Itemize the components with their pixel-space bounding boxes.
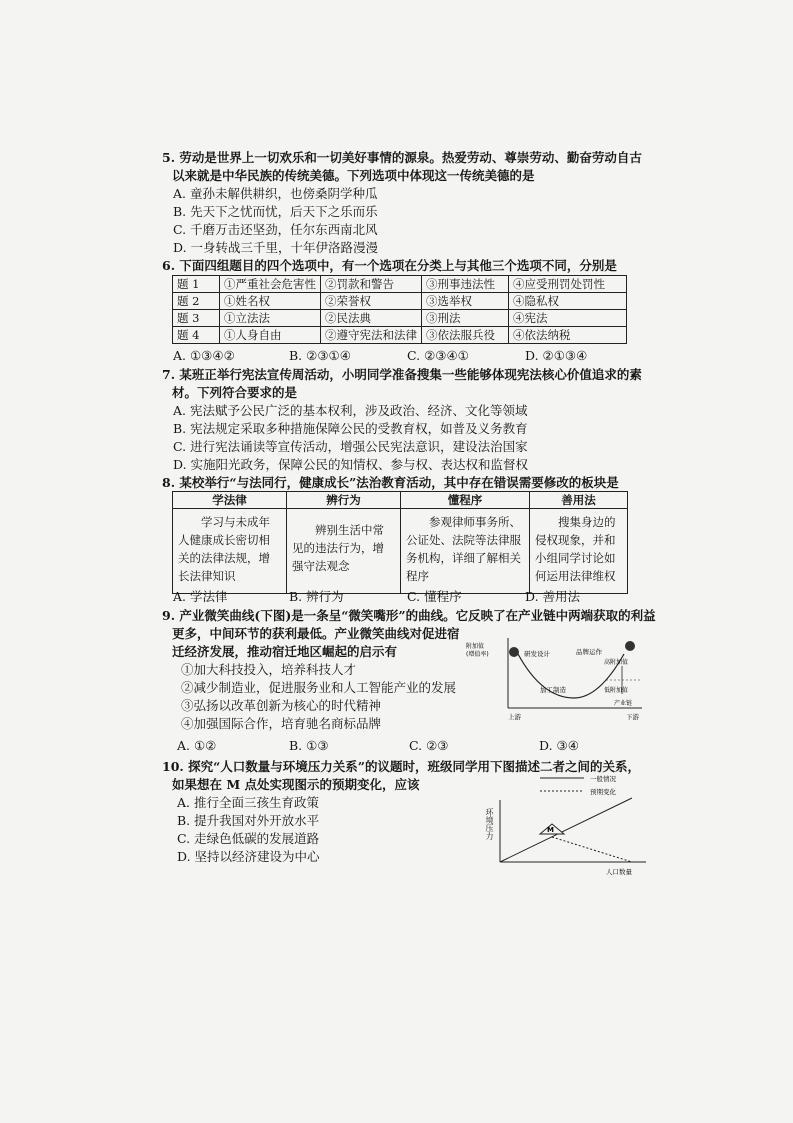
q7-option-b[interactable]: B. 宪法规定采取多种措施保障公民的受教育权，如普及义务教育	[173, 421, 528, 436]
q5-option-a[interactable]: A. 童孙未解供耕织，也傍桑阴学种瓜	[173, 186, 378, 201]
q9-stem-line1: 9. 产业微笑曲线(下图)是一条呈“微笑嘴形”的曲线。它反映了在产业链中两端获取的利益	[162, 608, 656, 623]
m-point-label: M	[547, 826, 554, 834]
table-row	[173, 492, 628, 509]
q10-option-b[interactable]: B. 提升我国对外开放水平	[177, 813, 320, 828]
table-header: 学法律	[173, 492, 287, 509]
q9-stem-line3: 迁经济发展，推动宿迁地区崛起的启示有	[172, 644, 398, 659]
q8-option-c[interactable]: C. 懂程序	[407, 589, 462, 604]
q5-option-b[interactable]: B. 先天下之忧而忧，后天下之乐而乐	[173, 204, 378, 219]
q8-stem: 8. 某校举行“与法同行，健康成长”法治教育活动，其中存在错误需要修改的板块是	[162, 475, 619, 490]
label-manufacturing: 加工制造	[540, 686, 566, 694]
expected-line	[552, 837, 632, 862]
table-row	[173, 509, 628, 594]
table-cell: ④宪法	[509, 310, 627, 327]
smile-curve-diagram	[466, 632, 646, 724]
table-row	[173, 293, 627, 310]
table-row	[173, 310, 627, 327]
q8-activity-table	[172, 491, 628, 594]
q7-stem-line1: 7. 某班正举行宪法宣传周活动，小明同学准备搜集一些能够体现宪法核心价值追求的素	[162, 367, 642, 382]
table-row	[173, 327, 627, 344]
q8-option-d[interactable]: D. 善用法	[525, 589, 581, 604]
q7-option-d[interactable]: D. 实施阳光政务，保障公民的知情权、参与权、表达权和监督权	[173, 457, 529, 472]
q8-options	[173, 589, 643, 605]
q10-option-c[interactable]: C. 走绿色低碳的发展道路	[177, 831, 320, 846]
table-cell: ①立法法	[220, 310, 321, 327]
table-cell: 题 3	[173, 310, 220, 327]
x-label: 产业链	[614, 700, 633, 707]
x-downstream-label: 下游	[626, 713, 639, 721]
q10-y-label: 环境压力	[485, 808, 494, 840]
y-label-2: (增值率)	[466, 651, 489, 658]
label-high-value: 高附加值	[604, 659, 629, 666]
q7-option-c[interactable]: C. 进行宪法诵读等宣传活动，增强公民宪法意识，建设法治国家	[173, 439, 528, 454]
legend-expected: 预期变化	[590, 788, 616, 796]
table-row	[173, 276, 627, 293]
table-cell: ②民法典	[321, 310, 422, 327]
table-cell: 题 2	[173, 293, 220, 310]
q6-stem: 6. 下面四组题目的四个选项中，有一个选项在分类上与其他三个选项不同，分别是	[162, 258, 617, 273]
table-cell: 辨别生活中常见的违法行为，增强守法观念	[287, 509, 401, 594]
q8-option-b[interactable]: B. 辨行为	[289, 589, 344, 604]
table-cell: ②荣誉权	[321, 293, 422, 310]
q10-option-d[interactable]: D. 坚持以经济建设为中心	[177, 849, 320, 864]
q9-options	[177, 738, 627, 754]
table-cell: ①严重社会危害性	[220, 276, 321, 293]
table-cell: ④隐私权	[509, 293, 627, 310]
legend-general: 一般情况	[590, 775, 616, 783]
table-header: 善用法	[530, 492, 628, 509]
q9-option-b[interactable]: B. ①③	[289, 738, 329, 753]
q10-stem-line1: 10. 探究“人口数量与环境压力关系”的议题时，班级同学用下图描述二者之间的关系，	[162, 759, 640, 774]
y-label-1: 附加值	[466, 643, 485, 650]
q9-option-c[interactable]: C. ②③	[409, 738, 449, 753]
q9-item-2: ②减少制造业，促进服务业和人工智能产业的发展	[181, 680, 457, 695]
table-cell: ③刑法	[422, 310, 509, 327]
q9-option-a[interactable]: A. ①②	[177, 738, 217, 753]
label-low-value: 低附加值	[604, 687, 629, 694]
q10-stem-line2: 如果想在 M 点处实现图示的预期变化，应该	[172, 777, 420, 792]
label-rd: 研发设计	[524, 650, 550, 658]
q9-item-3: ③弘扬以改革创新为核心的时代精神	[181, 698, 382, 713]
table-header: 辨行为	[287, 492, 401, 509]
table-cell: ④依法纳税	[509, 327, 627, 344]
table-cell: 参观律师事务所、公证处、法院等法律服务机构，详细了解相关程序	[401, 509, 530, 594]
general-line	[500, 798, 632, 862]
q9-item-4: ④加强国际合作，培育驰名商标品牌	[181, 716, 382, 731]
q7-stem-line2: 材。下列符合要求的是	[172, 385, 298, 400]
q9-stem-line2: 更多，中间环节的获利最低。产业微笑曲线对促进宿	[172, 626, 460, 641]
population-pressure-diagram	[486, 770, 670, 878]
q8-option-a[interactable]: A. 学法律	[173, 589, 228, 604]
table-cell: ①人身自由	[220, 327, 321, 344]
table-cell: 题 1	[173, 276, 220, 293]
table-cell: ③刑事违法性	[422, 276, 509, 293]
table-cell: ②遵守宪法和法律	[321, 327, 422, 344]
q6-classification-table	[172, 275, 627, 344]
q9-item-1: ①加大科技投入，培养科技人才	[181, 662, 357, 677]
table-cell: 题 4	[173, 327, 220, 344]
table-cell: 学习与未成年人健康成长密切相关的法律法规，增长法律知识	[173, 509, 287, 594]
q5-option-c[interactable]: C. 千磨万击还坚劲，任尔东西南北风	[173, 222, 378, 237]
table-cell: ④应受刑罚处罚性	[509, 276, 627, 293]
q6-options	[173, 348, 643, 364]
x-upstream-label: 上游	[508, 713, 521, 721]
q6-option-c[interactable]: C. ②③④①	[407, 348, 469, 363]
q9-option-d[interactable]: D. ③④	[539, 738, 579, 753]
brand-dot	[625, 641, 635, 651]
q5-stem-line1: 5. 劳动是世界上一切欢乐和一切美好事情的源泉。热爱劳动、尊崇劳动、勤奋劳动自古	[162, 150, 642, 165]
table-cell: ③依法服兵役	[422, 327, 509, 344]
x-label: 人口数量	[606, 868, 632, 876]
q6-option-d[interactable]: D. ②①③④	[525, 348, 588, 363]
q5-stem-line2: 以来就是中华民族的传统美德。下列选项中体现这一传统美德的是	[172, 168, 535, 183]
table-cell: ③选举权	[422, 293, 509, 310]
q6-option-a[interactable]: A. ①③④②	[173, 348, 235, 363]
rd-dot	[509, 647, 519, 657]
q10-option-a[interactable]: A. 推行全面三孩生育政策	[177, 795, 319, 810]
table-cell: 搜集身边的侵权现象，并和小组同学讨论如何运用法律维权	[530, 509, 628, 594]
table-cell: ①姓名权	[220, 293, 321, 310]
label-brand: 品牌运作	[576, 648, 602, 656]
q5-option-d[interactable]: D. 一身转战三千里，十年伊洛路漫漫	[173, 240, 379, 255]
table-header: 懂程序	[401, 492, 530, 509]
q7-option-a[interactable]: A. 宪法赋予公民广泛的基本权利，涉及政治、经济、文化等领域	[173, 403, 528, 418]
table-cell: ②罚款和警告	[321, 276, 422, 293]
q6-option-b[interactable]: B. ②③①④	[289, 348, 351, 363]
